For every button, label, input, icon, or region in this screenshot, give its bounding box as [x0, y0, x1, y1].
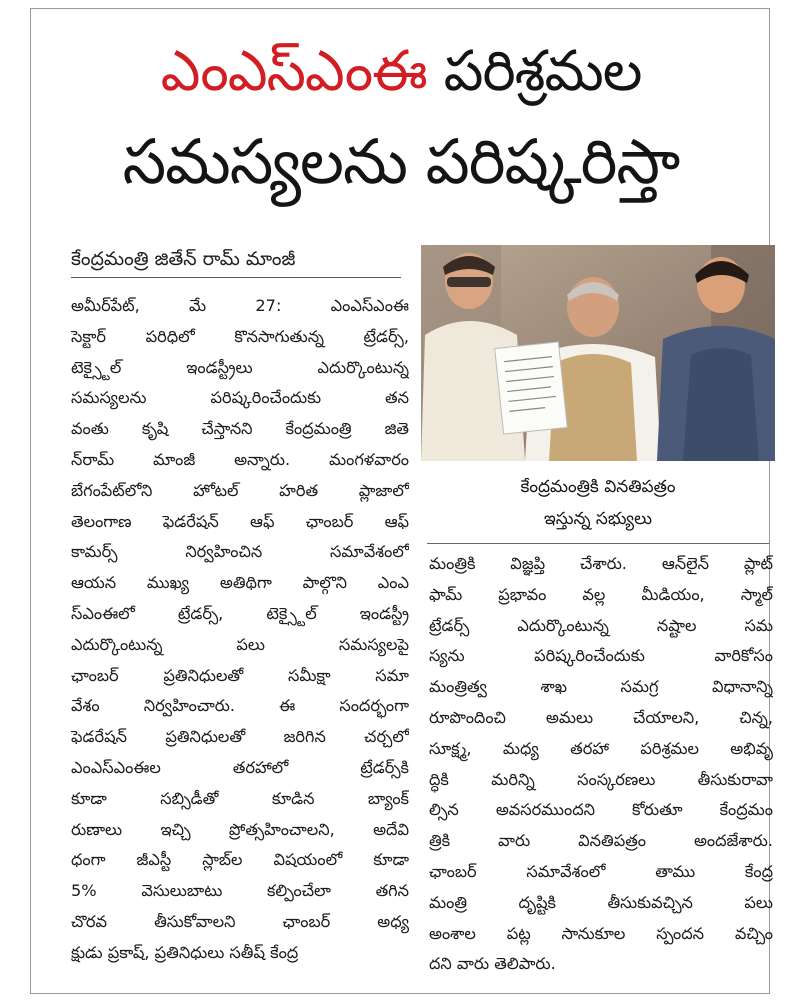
article-line: స్ఎంఈలో ట్రేడర్స్, టెక్స్టైల్ ఇండస్ట్రీ: [71, 603, 409, 623]
headline-word: పరిశ్రమల: [443, 39, 642, 104]
headline-line-2: సమస్యలను పరిష్కరిస్తా: [122, 125, 680, 198]
article-line: దని వారు తెలిపారు.: [429, 954, 556, 974]
headline-line-1: [31, 35, 771, 109]
article-line: వేశం నిర్వహించారు. ఈ సందర్భంగా: [71, 696, 409, 716]
photo-caption-line: కేంద్రమంత్రికి వినతిపత్రం: [520, 477, 676, 497]
article-line: రూపొందించి అమలు చేయాలని, చిన్న,: [429, 707, 773, 727]
article-line: అమీర్‌పేట్, మే 27: ఎంఎస్ఎంఈ: [71, 296, 409, 315]
article-line: కూడా సబ్సిడీతో కూడిన బ్యాంక్: [71, 788, 409, 808]
article-line: టెక్స్టైల్ ఇండస్ట్రీలు ఎదుర్కొంటున్న: [71, 357, 409, 377]
article-line: అంశాల పట్ల సానుకూల స్పందన వచ్చిం: [429, 923, 773, 943]
headline-accent-word: ఎంఎస్ఎంఈ: [160, 39, 427, 104]
article-line: ఎదుర్కొంటున్న పలు సమస్యలపై: [71, 634, 409, 654]
article-line: మంత్రిత్వ శాఖ సమగ్ర విధానాన్ని: [429, 677, 773, 697]
article-line: ఫామ్ ప్రభావం వల్ల మీడియం, స్మాల్: [429, 584, 773, 604]
photo-caption: [421, 471, 775, 535]
article-line: ట్రేడర్స్ ఎదుర్కొంటున్న నష్టాల సమ: [429, 615, 773, 635]
article-line: స్యను పరిష్కరించేందుకు వారికోసం: [429, 646, 773, 666]
article-line: 5% వెసులుబాటు కల్పించేలా తగిన: [71, 881, 409, 901]
article-line: ఫెడరేషన్ ప్రతినిధులతో జరిగిన చర్చలో: [71, 727, 409, 747]
article-line: కామర్స్ నిర్వహించిన సమావేశంలో: [71, 542, 409, 562]
article-line: సమస్యలను పరిష్కరించేందుకు తన: [71, 388, 409, 408]
article-line: క్షుడు ప్రకాష్, ప్రతినిధులు సతీష్ కేంద్ర: [71, 942, 299, 962]
article-line: ఛాంబర్ సమావేశంలో తాము కేంద్ర: [429, 861, 773, 881]
article-line: రుణాలు ఇచ్చి ప్రోత్సహించాలని, అదేవి: [71, 819, 409, 839]
article-line: ఛాంబర్ ప్రతినిధులతో సమీక్షా సమా: [71, 665, 409, 685]
article-line: సెక్టార్ పరిధిలో కొనసాగుతున్న ట్రేడర్స్,: [71, 326, 409, 346]
byline-rule: [71, 277, 401, 278]
byline: కేంద్రమంత్రి జితేన్ రామ్ మాంజీ: [71, 248, 296, 270]
article-line: తెలంగాణ ఫెడరేషన్ ఆఫ్ ఛాంబర్ ఆఫ్: [71, 511, 409, 531]
article-column-right: [429, 549, 773, 980]
article-line: ఆయన ముఖ్య అతిథిగా పాల్గొని ఎంఎ: [71, 573, 409, 593]
article-line: మంత్రి దృష్టికి తీసుకువచ్చిన పలు: [429, 892, 773, 912]
article-line: న్‌రామ్ మాంజీ అన్నారు. మంగళవారం: [71, 449, 409, 469]
article-line: బేగంపేట్‌లోని హోటల్ హరిత ప్లాజాలో: [71, 480, 409, 500]
article-line: సూక్ష్మ, మధ్య తరహా పరిశ్రమల అభివృ: [429, 738, 773, 758]
caption-rule: [427, 543, 769, 544]
photo-caption-line: ఇస్తున్న సభ్యులు: [543, 509, 652, 529]
article-column-left: [71, 291, 409, 969]
news-photo: [421, 245, 775, 461]
article-line: ద్ధికి మరిన్ని సంస్కరణలు తీసుకురావా: [429, 769, 773, 789]
article-line: ధంగా జీఎస్టీ స్లాబ్‌ల విషయంలో కూడా: [71, 850, 409, 870]
article-line: మంత్రికి విజ్ఞప్తి చేశారు. ఆన్‌లైన్ ప్లాట్: [429, 554, 773, 573]
article-line: త్రికి వారు వినతిపత్రం అందజేశారు.: [429, 831, 773, 851]
news-clipping: [30, 8, 773, 994]
article-line: చొరవ తీసుకోవాలని ఛాంబర్ అధ్య: [71, 911, 409, 931]
article-line: ల్సిన అవసరముందని కోరుతూ కేంద్రమం: [429, 800, 773, 820]
photo-illustration: [421, 245, 775, 461]
article-line: ఎంఎస్ఎంఈల తరహాలో ట్రేడర్స్‌కి: [71, 757, 409, 777]
article-line: వంతు కృషి చేస్తానని కేంద్రమంత్రి జితె: [71, 419, 409, 439]
